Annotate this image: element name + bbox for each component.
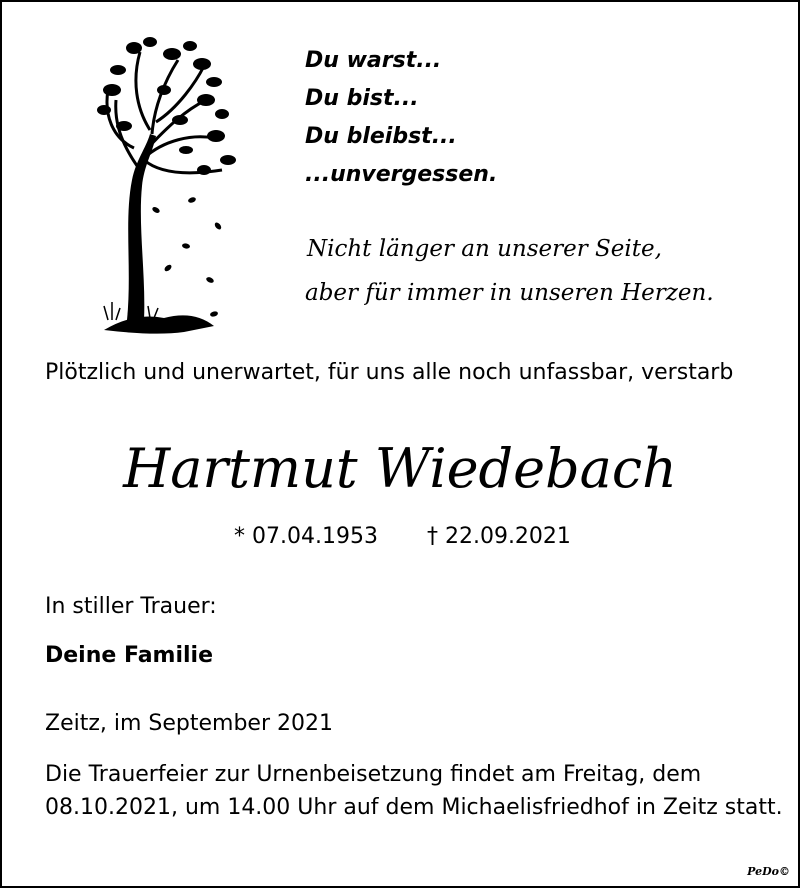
poem-line: ...unvergessen. (305, 162, 498, 187)
deceased-name: Hartmut Wiedebach (123, 437, 677, 500)
intro-text: Plötzlich und unerwartet, für uns alle noch unfassbar, verstarb (45, 360, 734, 385)
quote-line-2: aber für immer in unseren Herzen. (305, 280, 714, 306)
poem (305, 42, 497, 194)
poem-line: Du warst... (305, 48, 442, 73)
mourning-label: In stiller Trauer: (45, 594, 217, 619)
family-signature: Deine Familie (45, 643, 214, 668)
place-date: Zeitz, im September 2021 (45, 711, 333, 736)
poem-line: Du bleibst... (305, 124, 457, 149)
credit-mark: PeDo© (747, 865, 790, 878)
quote-line-1: Nicht länger an unserer Seite, (307, 236, 662, 262)
tree-with-falling-leaves-icon (94, 30, 244, 340)
ceremony-text: Die Trauerfeier zur Urnenbeisetzung findet am Freitag, dem 08.10.2021, um 14.00 Uhr auf dem Michaelisfriedhof in Zeitz statt. (45, 762, 783, 820)
death-date: † 22.09.2021 (426, 524, 571, 549)
life-dates (234, 524, 571, 549)
poem-line: Du bist... (305, 86, 419, 111)
birth-date: * 07.04.1953 (234, 524, 378, 549)
